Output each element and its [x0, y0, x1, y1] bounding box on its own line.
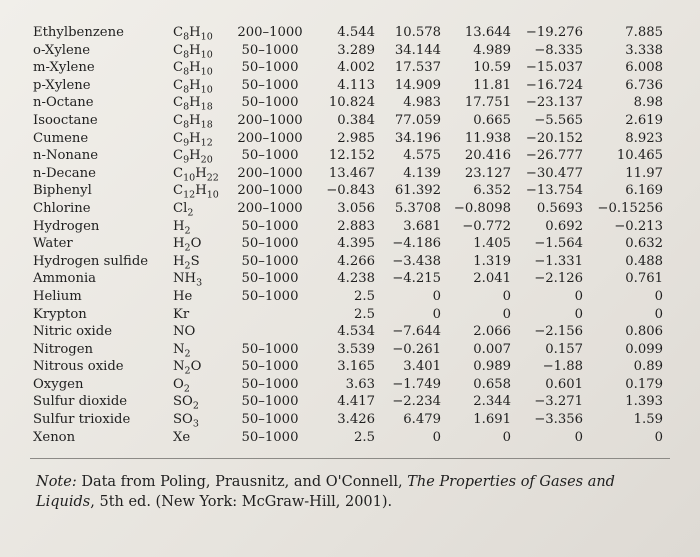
table-row: [33, 393, 663, 411]
table-row: [33, 24, 663, 42]
coef-e-cell: 0.488: [625, 253, 663, 269]
coef-b-cell: 10.578: [394, 25, 441, 40]
coef-b-cell: 6.479: [403, 412, 441, 428]
coef-c-cell: 17.751: [464, 95, 511, 111]
coef-a-cell: 2.5: [354, 429, 375, 445]
coef-d-cell: 0: [574, 429, 583, 445]
coef-a-cell: 4.266: [337, 253, 375, 269]
formula-cell: $C_9H_{12}$: [173, 130, 213, 149]
coef-d-cell: 0.601: [545, 376, 583, 392]
coef-b-cell: 14.909: [394, 77, 441, 93]
coef-e-cell: 0: [654, 429, 663, 445]
coef-d-cell: −15.037: [525, 60, 583, 76]
coef-a-cell: 4.544: [337, 25, 375, 40]
formula-cell: $C_8H_{10}$: [173, 77, 213, 96]
coef-c-cell: 11.81: [473, 77, 511, 93]
heat-capacity-table: [33, 24, 663, 446]
coef-b-cell: 17.537: [394, 60, 441, 76]
table-row: [33, 358, 663, 376]
coef-c-cell: 11.938: [464, 130, 511, 146]
coef-b-cell: 61.392: [394, 183, 441, 199]
table-row: [33, 182, 663, 200]
coef-b-cell: 34.144: [394, 42, 441, 58]
coef-d-cell: −5.565: [534, 112, 583, 128]
table-row: [33, 323, 663, 341]
temperature-range-cell: 50–1000: [241, 60, 299, 76]
table-row: [33, 376, 663, 394]
table-row: [33, 253, 663, 271]
formula-cell: $SO_2$: [173, 394, 199, 413]
coef-d-cell: −20.152: [525, 130, 583, 146]
species-name-cell: Sulfur trioxide: [33, 412, 131, 428]
coef-c-cell: 2.066: [473, 324, 511, 340]
coef-a-cell: 4.238: [337, 271, 375, 287]
coef-b-cell: −1.749: [392, 376, 441, 392]
species-name-cell: Helium: [33, 288, 82, 304]
coef-b-cell: 4.575: [403, 148, 441, 164]
coef-b-cell: −0.261: [392, 341, 441, 357]
species-name-cell: o-Xylene: [33, 42, 91, 58]
coef-e-cell: 2.619: [625, 112, 663, 128]
coef-b-cell: 3.401: [403, 359, 441, 375]
temperature-range-cell: 200–1000: [237, 200, 303, 216]
formula-cell: NO: [173, 324, 196, 340]
formula-cell: $C_8H_{18}$: [173, 112, 213, 131]
table-row: [33, 429, 663, 447]
coef-b-cell: −7.644: [392, 324, 441, 340]
coef-c-cell: −0.8098: [453, 200, 511, 216]
coef-a-cell: 0.384: [337, 112, 375, 128]
species-name-cell: Chlorine: [33, 200, 91, 216]
coef-c-cell: 10.59: [473, 60, 511, 76]
note-prefix: Note:: [36, 474, 82, 490]
coef-a-cell: 4.002: [337, 60, 375, 76]
coef-a-cell: 3.63: [345, 376, 375, 392]
table-row: [33, 165, 663, 183]
coef-c-cell: 0: [502, 306, 511, 322]
formula-cell: $SO_3$: [173, 412, 199, 430]
temperature-range-cell: 50–1000: [241, 288, 299, 304]
species-name-cell: Hydrogen sulfide: [33, 253, 149, 269]
coef-b-cell: 4.139: [403, 165, 441, 181]
coef-a-cell: 13.467: [328, 165, 375, 181]
temperature-range-cell: 50–1000: [241, 341, 299, 357]
temperature-range-cell: 50–1000: [241, 77, 299, 93]
species-name-cell: Hydrogen: [33, 218, 100, 234]
temperature-range-cell: 50–1000: [241, 236, 299, 252]
coef-a-cell: 3.539: [337, 341, 375, 357]
coef-b-cell: 0: [432, 306, 441, 322]
table-row: [33, 59, 663, 77]
coef-c-cell: 23.127: [464, 165, 511, 181]
species-name-cell: Nitric oxide: [33, 324, 112, 340]
formula-cell: $H_2$: [173, 218, 191, 237]
note-text-before: Data from Poling, Prausnitz, and O'Connell,: [81, 474, 408, 490]
coef-a-cell: 4.113: [337, 77, 375, 93]
coef-d-cell: −3.356: [534, 412, 583, 428]
formula-cell: $H_2S$: [173, 253, 200, 272]
coef-c-cell: 0.665: [473, 112, 511, 128]
formula-cell: $C_8H_{10}$: [173, 25, 213, 43]
species-name-cell: Nitrogen: [33, 341, 94, 357]
formula-cell: $C_{12}H_{10}$: [173, 183, 219, 201]
formula-cell: He: [173, 288, 193, 304]
temperature-range-cell: 200–1000: [237, 183, 303, 199]
temperature-range-cell: 50–1000: [241, 394, 299, 410]
formula-cell: $H_2O$: [173, 236, 202, 254]
coef-c-cell: 0: [502, 429, 511, 445]
table-body: [33, 24, 663, 446]
formula-cell: $C_8H_{18}$: [173, 95, 213, 114]
coef-d-cell: −8.335: [534, 42, 583, 58]
temperature-range-cell: 50–1000: [241, 95, 299, 111]
temperature-range-cell: 200–1000: [237, 112, 303, 128]
coef-d-cell: 0: [574, 306, 583, 322]
coef-e-cell: 8.98: [633, 95, 663, 111]
temperature-range-cell: 200–1000: [237, 130, 303, 146]
coef-e-cell: 6.169: [625, 183, 663, 199]
table-row: [33, 218, 663, 236]
coef-e-cell: 6.736: [625, 77, 663, 93]
coef-d-cell: −13.754: [525, 183, 583, 199]
coef-c-cell: −0.772: [462, 218, 511, 234]
coef-c-cell: 0.007: [473, 341, 511, 357]
temperature-range-cell: 200–1000: [237, 165, 303, 181]
temperature-range-cell: 50–1000: [241, 359, 299, 375]
table-row: [33, 235, 663, 253]
temperature-range-cell: 50–1000: [241, 271, 299, 287]
species-name-cell: Krypton: [33, 306, 87, 322]
temperature-range-cell: 50–1000: [241, 218, 299, 234]
coef-e-cell: 1.393: [625, 394, 663, 410]
table-row: [33, 200, 663, 218]
temperature-range-cell: [231, 323, 309, 341]
temperature-range-cell: 50–1000: [241, 429, 299, 445]
coef-b-cell: −3.438: [392, 253, 441, 269]
coef-b-cell: 0: [432, 429, 441, 445]
formula-cell: $N_2$: [173, 341, 191, 360]
coef-d-cell: −1.88: [542, 359, 583, 375]
table-row: [33, 341, 663, 359]
species-name-cell: Cumene: [33, 130, 89, 146]
coef-e-cell: 0.099: [625, 341, 663, 357]
species-name-cell: Isooctane: [33, 112, 98, 128]
coef-b-cell: 0: [432, 288, 441, 304]
species-name-cell: n-Octane: [33, 95, 94, 111]
coef-d-cell: −16.724: [525, 77, 583, 93]
table-rule: [30, 458, 670, 459]
coef-d-cell: −30.477: [525, 165, 583, 181]
species-name-cell: Ethylbenzene: [33, 25, 124, 40]
table-row: [33, 130, 663, 148]
coef-e-cell: 6.008: [625, 60, 663, 76]
coef-c-cell: 4.989: [473, 42, 511, 58]
temperature-range-cell: 50–1000: [241, 253, 299, 269]
coef-a-cell: 3.056: [337, 200, 375, 216]
formula-cell: $NH_3$: [173, 271, 203, 289]
species-name-cell: Nitrous oxide: [33, 359, 124, 375]
coef-d-cell: 0.692: [545, 218, 583, 234]
coef-e-cell: 7.885: [625, 25, 663, 40]
coef-c-cell: 1.691: [473, 412, 511, 428]
coef-c-cell: 0.989: [473, 359, 511, 375]
table-row: [33, 147, 663, 165]
coef-d-cell: 0: [574, 288, 583, 304]
species-name-cell: p-Xylene: [33, 77, 91, 93]
species-name-cell: Water: [33, 236, 73, 252]
coef-e-cell: 3.338: [625, 42, 663, 58]
temperature-range-cell: 50–1000: [241, 412, 299, 428]
note-book-title: The Properties of Gases and Liquids: [36, 474, 615, 510]
coef-b-cell: −4.186: [392, 236, 441, 252]
species-name-cell: Xenon: [33, 429, 76, 445]
coef-c-cell: 20.416: [464, 148, 511, 164]
coef-c-cell: 2.344: [473, 394, 511, 410]
coef-e-cell: −0.213: [614, 218, 663, 234]
coef-e-cell: 0: [654, 288, 663, 304]
coef-e-cell: 11.97: [625, 165, 663, 181]
formula-cell: $C_{10}H_{22}$: [173, 165, 219, 184]
coef-a-cell: 12.152: [328, 148, 375, 164]
coef-b-cell: 4.983: [403, 95, 441, 111]
species-name-cell: Biphenyl: [33, 183, 92, 199]
coef-d-cell: −19.276: [525, 25, 583, 40]
formula-cell: $C_9H_{20}$: [173, 148, 213, 166]
coef-a-cell: 2.985: [337, 130, 375, 146]
table-row: [33, 411, 663, 429]
coef-a-cell: 2.5: [354, 306, 375, 322]
temperature-range-cell: [231, 306, 309, 324]
species-name-cell: Ammonia: [33, 271, 97, 287]
species-name-cell: n-Nonane: [33, 148, 99, 164]
coef-a-cell: 4.395: [337, 236, 375, 252]
table-row: [33, 42, 663, 60]
coef-d-cell: −26.777: [525, 148, 583, 164]
species-name-cell: n-Decane: [33, 165, 96, 181]
coef-d-cell: −2.126: [534, 271, 583, 287]
coef-d-cell: −23.137: [525, 95, 583, 111]
coef-e-cell: −0.15256: [597, 200, 663, 216]
coef-a-cell: 3.289: [337, 42, 375, 58]
temperature-range-cell: 50–1000: [241, 42, 299, 58]
note-text-after: , 5th ed. (New York: McGraw-Hill, 2001).: [90, 494, 393, 510]
table-row: [33, 112, 663, 130]
coef-a-cell: 10.824: [328, 95, 375, 111]
formula-cell: Kr: [173, 306, 190, 322]
coef-b-cell: 77.059: [394, 112, 441, 128]
coef-e-cell: 0.761: [625, 271, 663, 287]
coef-c-cell: 1.319: [473, 253, 511, 269]
coef-b-cell: 5.3708: [394, 200, 441, 216]
coef-a-cell: 4.534: [337, 324, 375, 340]
coef-d-cell: −2.156: [534, 324, 583, 340]
coef-e-cell: 10.465: [616, 148, 663, 164]
table-row: [33, 77, 663, 95]
temperature-range-cell: 50–1000: [241, 376, 299, 392]
coef-b-cell: −4.215: [392, 271, 441, 287]
species-name-cell: Sulfur dioxide: [33, 394, 128, 410]
coef-d-cell: 0.5693: [536, 200, 583, 216]
formula-cell: $C_8H_{10}$: [173, 42, 213, 61]
coef-c-cell: 1.405: [473, 236, 511, 252]
species-name-cell: Oxygen: [33, 376, 84, 392]
table-row: [33, 94, 663, 112]
coef-e-cell: 8.923: [625, 130, 663, 146]
coef-d-cell: −3.271: [534, 394, 583, 410]
coef-d-cell: 0.157: [545, 341, 583, 357]
formula-cell: $Cl_2$: [173, 200, 194, 219]
coef-a-cell: 3.426: [337, 412, 375, 428]
coef-e-cell: 0: [654, 306, 663, 322]
formula-cell: $N_2O$: [173, 359, 202, 377]
coef-a-cell: 2.883: [337, 218, 375, 234]
coef-d-cell: −1.331: [534, 253, 583, 269]
coef-c-cell: 0.658: [473, 376, 511, 392]
coef-e-cell: 0.806: [625, 324, 663, 340]
coef-b-cell: 34.196: [394, 130, 441, 146]
coef-a-cell: 4.417: [337, 394, 375, 410]
coef-e-cell: 0.89: [633, 359, 663, 375]
coef-b-cell: 3.681: [403, 218, 441, 234]
formula-cell: $O_2$: [173, 376, 190, 395]
coef-c-cell: 0: [502, 288, 511, 304]
coef-a-cell: −0.843: [326, 183, 375, 199]
coef-d-cell: −1.564: [534, 236, 583, 252]
formula-cell: $C_8H_{10}$: [173, 60, 213, 78]
temperature-range-cell: 50–1000: [241, 148, 299, 164]
table-row: [33, 306, 663, 324]
coef-c-cell: 2.041: [473, 271, 511, 287]
coef-e-cell: 1.59: [633, 412, 663, 428]
coef-c-cell: 13.644: [464, 25, 511, 40]
formula-cell: Xe: [173, 429, 191, 445]
coef-c-cell: 6.352: [473, 183, 511, 199]
coef-a-cell: 3.165: [337, 359, 375, 375]
species-name-cell: m-Xylene: [33, 60, 95, 76]
temperature-range-cell: 200–1000: [237, 25, 303, 40]
coef-b-cell: −2.234: [392, 394, 441, 410]
coef-e-cell: 0.632: [625, 236, 663, 252]
table-row: [33, 288, 663, 306]
coef-a-cell: 2.5: [354, 288, 375, 304]
table-row: [33, 270, 663, 288]
coef-e-cell: 0.179: [625, 376, 663, 392]
table-footnote: [36, 472, 676, 512]
